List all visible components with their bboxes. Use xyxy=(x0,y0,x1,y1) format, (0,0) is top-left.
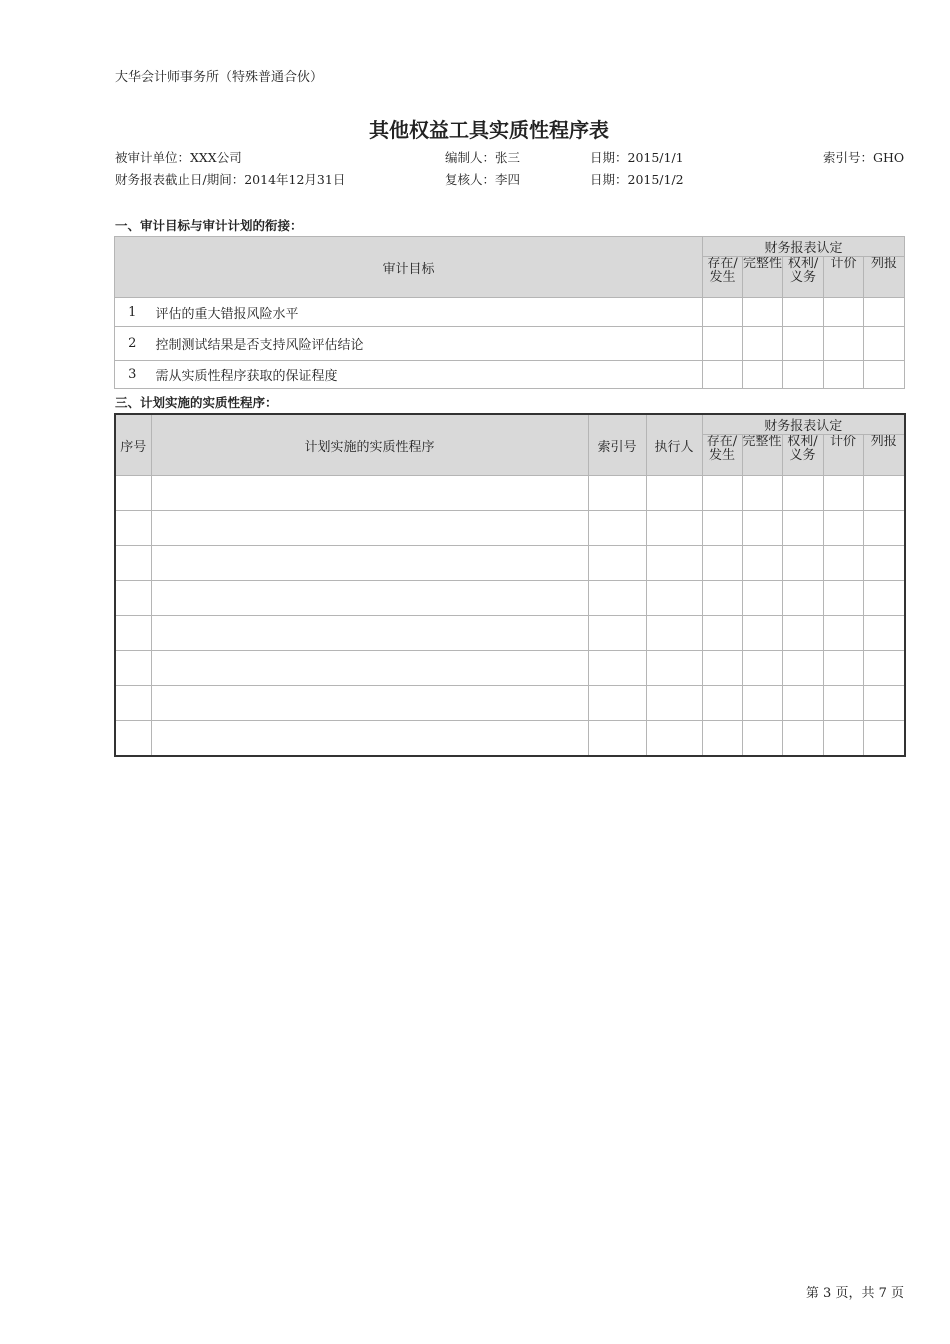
table-cell[interactable] xyxy=(783,298,824,327)
table-row xyxy=(115,686,905,721)
table-row xyxy=(115,546,905,581)
section3-heading: 三、计划实施的实质性程序： xyxy=(115,395,278,410)
page-footer: 第 3 页，共 7 页 xyxy=(805,1286,904,1301)
table-cell[interactable] xyxy=(782,546,823,581)
assertion-group-header: 财务报表认定 xyxy=(703,237,905,257)
assertion-valuation: 计价 xyxy=(830,257,857,271)
table-cell[interactable] xyxy=(863,686,905,721)
table-cell[interactable] xyxy=(703,298,743,327)
table-cell[interactable] xyxy=(863,721,905,756)
table-cell[interactable] xyxy=(824,298,864,327)
table-cell[interactable] xyxy=(743,361,783,389)
table-row xyxy=(115,298,905,327)
procedure-header: 计划实施的实质性程序 xyxy=(151,414,588,476)
table-cell[interactable] xyxy=(702,686,742,721)
table-cell[interactable] xyxy=(702,651,742,686)
table-cell[interactable] xyxy=(742,476,782,511)
table-cell[interactable] xyxy=(115,721,151,756)
table-cell[interactable] xyxy=(823,581,863,616)
table-row xyxy=(115,651,905,686)
row-number: 2 xyxy=(115,327,150,361)
audit-objectives-table xyxy=(114,236,905,389)
table-row xyxy=(115,476,905,511)
table-row xyxy=(115,581,905,616)
table-cell[interactable] xyxy=(646,546,702,581)
assertion-existence: 存在/发生 xyxy=(706,435,738,463)
table-cell[interactable] xyxy=(115,686,151,721)
table-row xyxy=(115,511,905,546)
table-cell[interactable] xyxy=(823,476,863,511)
table-cell[interactable] xyxy=(702,616,742,651)
preparer-label: 编制人：张三 xyxy=(445,150,521,165)
prep-date-label: 日期：2015/1/1 xyxy=(590,150,684,165)
table-cell[interactable] xyxy=(742,616,782,651)
table-cell[interactable] xyxy=(864,361,905,389)
objective-text: 需从实质性程序获取的保证程度 xyxy=(150,361,703,389)
table-cell[interactable] xyxy=(823,686,863,721)
table-cell[interactable] xyxy=(588,651,646,686)
table-cell[interactable] xyxy=(151,721,588,756)
reviewer-label: 复核人：李四 xyxy=(445,172,521,187)
table-cell[interactable] xyxy=(824,361,864,389)
table-cell[interactable] xyxy=(151,616,588,651)
table-cell[interactable] xyxy=(863,651,905,686)
row-number: 3 xyxy=(115,361,150,389)
table-cell[interactable] xyxy=(588,686,646,721)
table-cell[interactable] xyxy=(702,581,742,616)
assertion-existence: 存在/发生 xyxy=(707,257,738,285)
table-cell[interactable] xyxy=(115,616,151,651)
table-cell[interactable] xyxy=(702,511,742,546)
table-cell[interactable] xyxy=(151,511,588,546)
table-cell[interactable] xyxy=(823,651,863,686)
objective-text: 控制测试结果是否支持风险评估结论 xyxy=(150,327,703,361)
table-cell[interactable] xyxy=(115,476,151,511)
table-cell[interactable] xyxy=(783,361,824,389)
assertion-completeness: 完整性 xyxy=(742,435,782,449)
assertion-presentation: 列报 xyxy=(870,435,897,449)
assertion-group-header: 财务报表认定 xyxy=(702,414,905,435)
performer-header: 执行人 xyxy=(646,414,702,476)
table-cell[interactable] xyxy=(702,546,742,581)
table-cell[interactable] xyxy=(646,581,702,616)
row-number: 1 xyxy=(115,298,150,327)
page-title: 其他权益工具实质性程序表 xyxy=(369,118,609,142)
assertion-rights: 权利/义务 xyxy=(787,435,818,463)
table-cell[interactable] xyxy=(151,686,588,721)
table-cell[interactable] xyxy=(864,298,905,327)
table-cell[interactable] xyxy=(782,616,823,651)
table-cell[interactable] xyxy=(115,546,151,581)
table-cell[interactable] xyxy=(823,511,863,546)
table-cell[interactable] xyxy=(782,721,823,756)
table-cell[interactable] xyxy=(151,651,588,686)
table-cell[interactable] xyxy=(703,361,743,389)
assertion-presentation: 列报 xyxy=(871,257,898,271)
table-cell[interactable] xyxy=(151,546,588,581)
table-cell[interactable] xyxy=(588,616,646,651)
table-cell[interactable] xyxy=(863,511,905,546)
table-row xyxy=(115,327,905,361)
table-cell[interactable] xyxy=(783,327,824,361)
assertion-completeness: 完整性 xyxy=(743,257,783,271)
section1-heading: 一、审计目标与审计计划的衔接： xyxy=(115,218,303,233)
table-cell[interactable] xyxy=(646,476,702,511)
table-cell[interactable] xyxy=(782,511,823,546)
objective-header: 审计目标 xyxy=(115,237,703,298)
table-cell[interactable] xyxy=(863,476,905,511)
table-cell[interactable] xyxy=(823,721,863,756)
table-cell[interactable] xyxy=(588,721,646,756)
table-cell[interactable] xyxy=(742,686,782,721)
table-cell[interactable] xyxy=(588,546,646,581)
table-cell[interactable] xyxy=(742,651,782,686)
table-cell[interactable] xyxy=(115,651,151,686)
table-cell[interactable] xyxy=(742,546,782,581)
seq-header: 序号 xyxy=(115,414,151,476)
table-row xyxy=(115,616,905,651)
table-cell[interactable] xyxy=(823,546,863,581)
index-header: 索引号 xyxy=(588,414,646,476)
table-cell[interactable] xyxy=(151,476,588,511)
table-cell[interactable] xyxy=(823,616,863,651)
table-cell[interactable] xyxy=(743,298,783,327)
entity-label: 被审计单位：XXX公司 xyxy=(115,150,242,165)
table-cell[interactable] xyxy=(863,581,905,616)
table-cell[interactable] xyxy=(742,721,782,756)
table-cell[interactable] xyxy=(863,616,905,651)
table-cell[interactable] xyxy=(646,686,702,721)
table-cell[interactable] xyxy=(588,581,646,616)
table-cell[interactable] xyxy=(782,651,823,686)
period-label: 财务报表截止日/期间：2014年12月31日 xyxy=(115,172,346,187)
review-date-label: 日期：2015/1/2 xyxy=(590,172,684,187)
table-cell[interactable] xyxy=(782,581,823,616)
table-cell[interactable] xyxy=(702,476,742,511)
table-cell[interactable] xyxy=(743,327,783,361)
table-cell[interactable] xyxy=(646,511,702,546)
table-cell[interactable] xyxy=(703,327,743,361)
table-cell[interactable] xyxy=(588,476,646,511)
table-cell[interactable] xyxy=(702,721,742,756)
table-cell[interactable] xyxy=(151,581,588,616)
table-cell[interactable] xyxy=(115,511,151,546)
assertion-valuation: 计价 xyxy=(829,435,856,449)
table-cell[interactable] xyxy=(646,651,702,686)
assertion-rights: 权利/义务 xyxy=(787,257,819,285)
table-cell[interactable] xyxy=(782,686,823,721)
substantive-procedures-table xyxy=(114,413,906,757)
table-cell[interactable] xyxy=(588,511,646,546)
table-cell[interactable] xyxy=(864,327,905,361)
table-cell[interactable] xyxy=(782,476,823,511)
table-cell[interactable] xyxy=(824,327,864,361)
table-cell[interactable] xyxy=(646,721,702,756)
table-cell[interactable] xyxy=(742,581,782,616)
table-cell[interactable] xyxy=(646,616,702,651)
objective-text: 评估的重大错报风险水平 xyxy=(150,298,703,327)
table-cell[interactable] xyxy=(863,546,905,581)
table-row xyxy=(115,721,905,756)
index-label: 索引号：GHO xyxy=(823,150,905,165)
table-cell[interactable] xyxy=(742,511,782,546)
table-row xyxy=(115,361,905,389)
firm-name: 大华会计师事务所（特殊普通合伙） xyxy=(115,70,324,85)
table-cell[interactable] xyxy=(115,581,151,616)
